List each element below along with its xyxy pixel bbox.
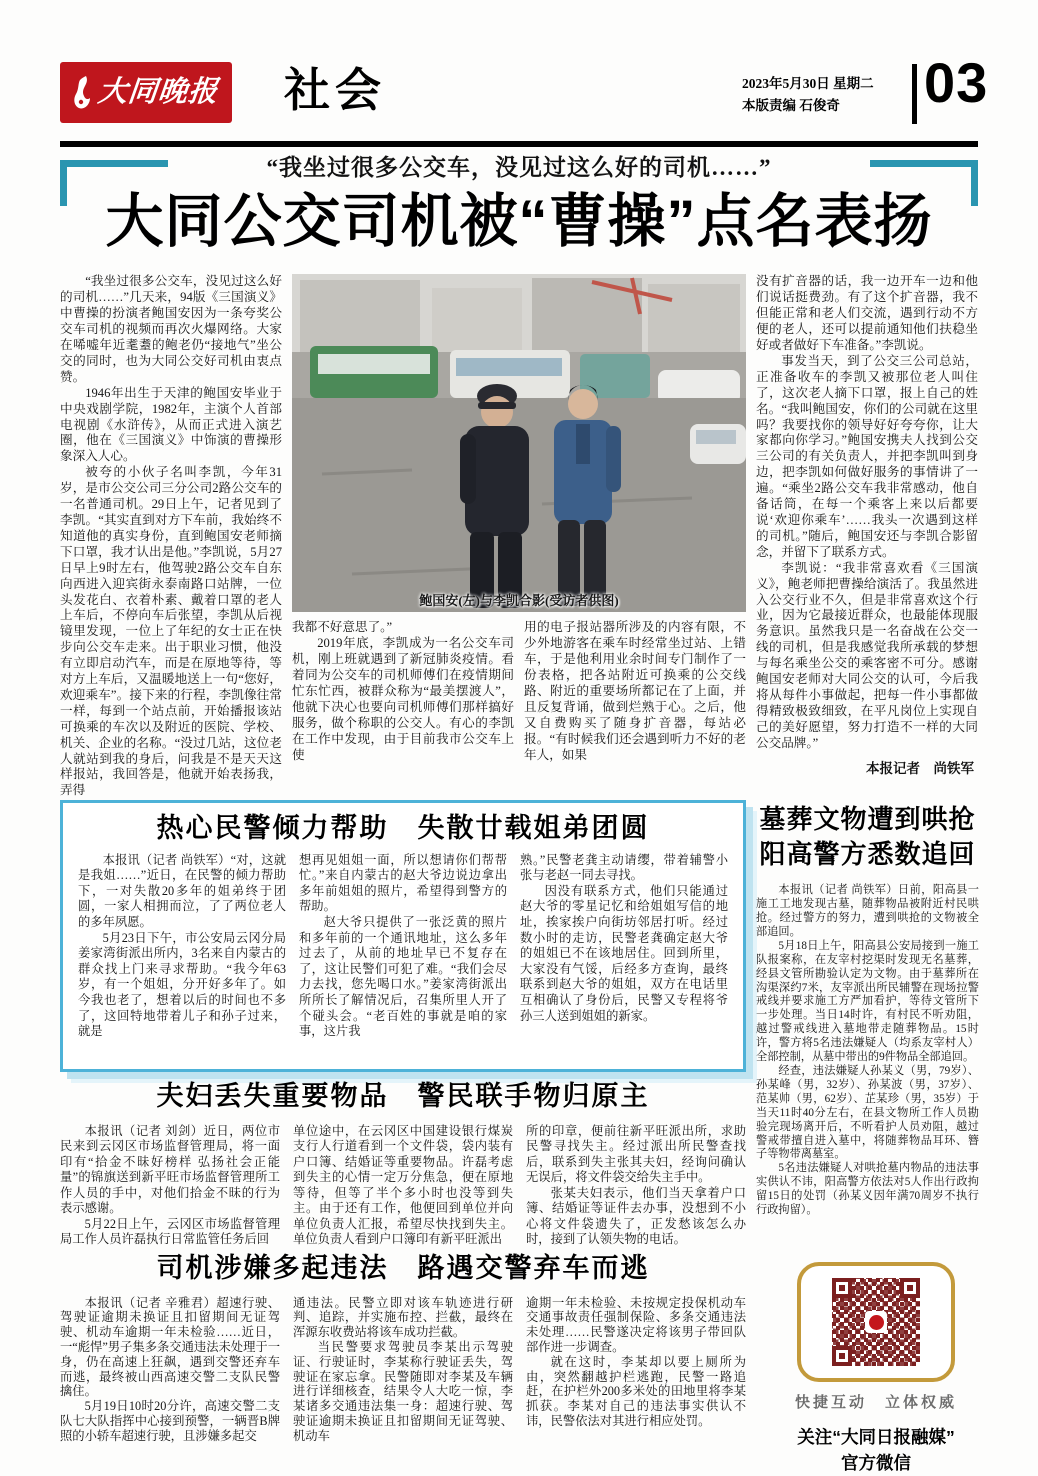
lead-column-1 [60, 274, 282, 799]
wechat-block [776, 1262, 976, 1476]
driver-title: 司机涉嫌多起违法 路遇交警弃车而逃 [156, 1253, 650, 1283]
lostfound-title: 夫妇丢失重要物品 警民联手物归原主 [156, 1081, 650, 1111]
lostfound-column-3 [526, 1124, 746, 1266]
paragraph: 5月22日上午，云冈区市场监督管理局工作人员许磊执行日常监管任务后回 [60, 1216, 280, 1247]
lead-kicker: “我坐过很多公交车，没见过这么好的司机……” [266, 155, 772, 180]
qr-center-logo [865, 1311, 887, 1333]
paragraph: 李凯说：“我非常喜欢看《三国演义》，鲍老师把曹操给演活了。我虽然进入公交行业不久，但是非常喜欢这个行业，因为它最接近群众，也最能体现服务意识。虽然我只是一名奋战在公交一线的司机，但是我感觉我所承载的梦想与每名乘坐公交的乘客密不可分。感谢鲍国安老师对大同公交的认可，今后我将从每件小事做起，把每一件小事都做得精致极致细致，在平凡岗位上实现自己的美好愿望，努力打造不一样的大同公交品牌。” [756, 560, 978, 750]
lead-byline: 本报记者 尚铁军 [866, 760, 974, 776]
paragraph: 本报讯（记者 辛雅君）超速行驶、驾驶证逾期未换证且扣留期间无证驾驶、机动车逾期一年未检验……近日，一“彪悍”男子集多条交通违法未处理于一身，仍在高速上狂飙，遇到交警还弃车而逃，最终被山西高速交警二支队民警擒住。 [60, 1295, 280, 1399]
flame-icon [73, 75, 93, 111]
paragraph: 单位途中，在云冈区中国建设银行煤炭支行人行道看到一个文件袋，袋内装有户口簿、结婚证等重要物品。许磊考虑到失主的心情一定万分焦急，便在原地等待，但等了半个多小时也没等到失主。由于还有工作，他便回到单位并向单位负责人汇报，希望尽快找到失主。单位负责人看到户口簿印有新平旺派出 [293, 1123, 513, 1247]
qr-frame [797, 1262, 955, 1382]
lead-column-3 [524, 620, 746, 763]
paragraph: 5月18日上午，阳高县公安局接到一施工队报案称，在友宰村挖渠时发现无名墓葬，经县文管所勘验认定为文物。由于墓葬所在沟渠深约7米，友宰派出所民辅警在现场拉警戒线并要求施工方严加看护，等待文管所下一步处理。当日14时许，有村民不听劝阻，越过警戒线进入墓地带走随葬物品。15时许，警方将5名违法嫌疑人（均系友宰村人）全部控制，从墓中带出的9件物品全部追回。 [756, 939, 979, 1064]
editor-line: 本版责编 石俊奇 [742, 98, 840, 114]
lead-column-2 [292, 620, 514, 763]
qr-finder-pattern [900, 1278, 920, 1298]
tomb-title-line-2: 阳高警方悉数追回 [759, 839, 976, 870]
paragraph: 本报讯（记者 尚铁军）“对，这就是我姐……”近日，在民警的倾力帮助下，一对失散20多年的姐弟终于团圆，一家人相拥而泣，了了两位老人的多年夙愿。 [78, 852, 286, 930]
paragraph: 我都不好意思了。” [292, 620, 393, 635]
paragraph: “我坐过很多公交车，没见过这么好的司机……”几天来，94版《三国演义》中曹操的扮演者鲍国安因为一条夸奖公交车司机的视频而再次火爆网络。大家在唏嘘年近耄耋的鲍老仍“接地气”坐公交的同时，也为大同公交好司机由衷点赞。 [60, 274, 282, 384]
paragraph: 事发当天，到了公交三公司总站，正准备收车的李凯又被那位老人叫住了，这次老人摘下口罩，报上自己的姓名。“我叫鲍国安，你们的公司就在这里吗？我要找你的领导好好夸夸你，让大家都向你学习。”鲍国安携夫人找到公交三公司的有关负责人，并把李凯叫到身边，把李凯如何做好服务的事情讲了一遍。“乘坐2路公交车我非常感动，他自备话筒，在每一个乘客上来以后都要说‘欢迎你乘车’……我头一次遇到这样的司机。”随后，鲍国安还与李凯合影留念，并留下了联系方式。 [756, 353, 978, 559]
wechat-follow-line-2: 官方微信 [841, 1453, 911, 1474]
lead-column-4 [756, 274, 978, 799]
paragraph: 逾期一年未检验、未按规定投保机动车交通事故责任强制保险、多条交通违法未处理……民警遂决定将该男子带回队部作进一步调查。 [526, 1295, 746, 1355]
paragraph: 被夸的小伙子名叫李凯，今年31岁，是市公交公司三分公司2路公交车的一名普通司机。29日上午，记者见到了李凯。“其实直到对方下车前，我始终不知道他的真实身份，直到鲍国安老师摘下口罩，我才认出是他。”李凯说，5月27日早上9时左右，他驾驶2路公交车自东向西进入迎宾街永泰南路口站牌，一位头发花白、衣着朴素、戴着口罩的老人上车后，不停向车后张望，李凯从后视镜里发现，一位上了年纪的女士正在快步向公交车走来。出于职业习惯，他没有立即启动汽车，而是在原地等待，等对方上车后，又温暖地送上一句“您好，欢迎乘车”。接下来的行程，李凯像往常一样，每到一个站点前，开始播报该站可换乘的车次以及附近的医院、学校、机关、企业的名称。“没过几站，这位老人就站到我的身后，问我是不是天天这样报站，我回答是，他就开始表扬我，弄得 [60, 465, 282, 798]
wechat-tagline: 快捷互动 立体权威 [794, 1394, 957, 1411]
paragraph: 想再见姐姐一面，所以想请你们帮帮忙。”来自内蒙古的赵大爷边说边拿出多年前姐姐的照片，希望得到警方的帮助。 [299, 852, 507, 914]
page-number-divider [912, 64, 917, 124]
corner-bracket-left-vertical [60, 160, 67, 206]
driver-article [60, 1254, 746, 1474]
paragraph: 本报讯（记者 尚铁军）日前，阳高县一施工工地发现古墓，随葬物品被附近村民哄抢。经过警方的努力，遭到哄抢的文物被全部追回。 [756, 884, 979, 938]
lead-article [60, 153, 978, 798]
paragraph: 张某夫妇表示，他们当天拿着户口簿、结婚证等证件去办事，没想到不小心将文件袋遗失了，正发愁该怎么办时，接到了认领失物的电话。 [526, 1185, 746, 1247]
paragraph: 所的印章，便前往新平旺派出所，求助民警寻找失主。经过派出所民警查找后，联系到失主张其夫妇，经询问确认无误后，将文件袋交给失主手中。 [526, 1123, 746, 1185]
tomb-article [756, 802, 979, 1218]
siblings-article [60, 800, 746, 1072]
paragraph: 当民警要求驾驶员李某出示驾驶证、行驶证时，李某称行驶证丢失，驾驶证在家忘拿。民警随即对李某及车辆进行详细核查，结果令人大吃一惊，李某诸多交通违法集一身：超速行驶、驾驶证逾期未换证且扣留期间无证驾驶、机动车 [293, 1340, 513, 1443]
paragraph: 就在这时，李某却以要上厕所为由，突然翻越护栏逃跑，民警一路追赶，在护栏外200多米处的田地里将李某抓获。李某对自己的违法事实供认不讳，民警依法对其进行相应处罚。 [526, 1354, 746, 1429]
wechat-follow [776, 1424, 976, 1476]
paragraph: 经查，违法嫌疑人孙某义（男，79岁）、孙某峰（男，32岁）、孙某波（男，37岁）、范某帅（男，62岁）、芷某珍（男，35岁）于当天11时40分左右，在县文物所工作人员勘验完现场离开后，不听看护人员劝阻，越过警戒带擅自进入墓中，将随葬物品耳环、簪子等物带离墓室。 [756, 1064, 979, 1161]
paragraph: 5名违法嫌疑人对哄抢墓内物品的违法事实供认不讳，阳高警方依法对5人作出行政拘留15日的处罚（孙某义因年满70周岁不执行行政拘留）。 [756, 1162, 979, 1217]
page-number: 03 [924, 51, 989, 114]
paragraph: 通违法。民警立即对该车轨迹进行研判、追踪，并实施布控、拦截，最终在浑源东收费站将该车成功拦截。 [293, 1295, 513, 1340]
news-photo-illustration [292, 274, 746, 612]
paragraph: 赵大爷只提供了一张泛黄的照片和多年前的一个通讯地址，这么多年过去了，从前的地址早已不复存在了，这让民警们可犯了难。“我们会尽力去找，您先喝口水。”姜家湾街派出所所长了解情况后，召集所里人开了个碰头会。“老百姓的事就是咱的家事，这片我 [299, 915, 507, 1039]
qr-finder-pattern [832, 1278, 852, 1298]
qr-code [832, 1278, 920, 1366]
header-rule [60, 141, 978, 147]
siblings-column-3 [520, 853, 728, 1040]
section-title: 社会 [284, 64, 386, 116]
corner-bracket-right-vertical [971, 160, 978, 206]
siblings-column-2 [299, 853, 507, 1040]
corner-bracket-right [870, 160, 978, 167]
paragraph: 本报讯（记者 刘剑）近日，两位市民来到云冈区市场监督管理局，将一面印有“拾金不昧好榜样 弘扬社会正能量”的锦旗送到新平旺市场监督管理所工作人员的手中，对他们拾金不昧的行为表示感谢。 [60, 1123, 280, 1216]
photo-caption: 鲍国安(左)与李凯合影(受访者供图) [419, 592, 619, 608]
paragraph: 2019年底，李凯成为一名公交车司机，刚上班就遇到了新冠肺炎疫情。看着同为公交车的司机师傅们在疫情期间忙东忙西，被群众称为“最美摆渡人”，他就下决心也要向司机师傅们那样搞好服务，做个称职的公交人。有心的李凯在工作中发现，由于目前我市公交车上使 [292, 636, 514, 762]
lostfound-article [60, 1082, 746, 1266]
lostfound-column-2 [293, 1124, 513, 1266]
driver-column-3 [526, 1296, 746, 1474]
paragraph: 1946年出生于天津的鲍国安毕业于中央戏剧学院，1982年，主演个人首部电视剧《水浒传》，从而正式进入演艺圈，他在《三国演义》中饰演的曹操形象深入人心。 [60, 385, 282, 464]
qr-finder-pattern [832, 1346, 852, 1366]
driver-column-1 [60, 1296, 280, 1474]
siblings-column-1 [78, 853, 286, 1040]
paragraph: 5月23日下午，市公安局云冈分局姜家湾街派出所内，3名来自内蒙古的群众找上门来寻求帮助。“我今年63岁，有一个姐姐，分开好多年了。如今我也老了，想着以后的时间也不多了，这回特地带着儿子和孙子过来，就是 [78, 930, 286, 1039]
wechat-follow-line-1: 关注“大同日报融媒” [797, 1427, 955, 1447]
tomb-title [756, 802, 979, 872]
date-block [742, 73, 874, 118]
lostfound-column-1 [60, 1124, 280, 1266]
paragraph: 用的电子报站器所涉及的内容有限，不少外地游客在乘车时经常坐过站、上错车，于是他利用业余时间专门制作了一份表格，把各站附近可换乘的公交线路、附近的重要场所都记在了上面，并且反复背诵，做到烂熟于心。之后，他又自费购买了随身扩音器，每站必报。“有时候我们还会遇到听力不好的老年人，如果 [524, 620, 746, 762]
paragraph: 熟。”民警老龚主动请缨，带着辅警小张与老赵一同去寻找。 [520, 852, 728, 883]
lead-headline: 大同公交司机被“曹操”点名表扬 [105, 188, 933, 254]
brand-text: 大同晚报 [96, 76, 221, 108]
newspaper-logo [60, 62, 232, 123]
driver-column-2 [293, 1296, 513, 1474]
corner-bracket-left [60, 160, 168, 167]
paragraph: 5月19日10时20分许，高速交警二支队七大队指挥中心接到预警，一辆晋B牌照的小轿车超速行驶，且涉嫌多起交 [60, 1399, 280, 1443]
tomb-title-line-1: 墓葬文物遭到哄抢 [759, 804, 976, 834]
date-line: 2023年5月30日 星期二 [742, 76, 874, 91]
paragraph: 没有扩音器的话，我一边开车一边和他们说话挺费劲。有了这个扩音器，我不但能正常和老人们交流，遇到行动不方便的老人，还可以提前通知他们扶稳坐好或者做好下车准备。”李凯说。 [756, 274, 978, 352]
news-photo [292, 274, 746, 612]
paragraph: 因没有联系方式，他们只能通过赵大爷的零星记忆和给姐姐写信的地址，挨家挨户向街坊邻居打听。经过数小时的走访，民警老龚确定赵大爷的姐姐已不在该地居住。回到所里，大家没有气馁，后经多方查询，最终联系到赵大爷的姐姐，双方在电话里互相确认了身份后，民警又专程将爷孙三人送到姐姐的新家。 [520, 883, 728, 1023]
siblings-title: 热心民警倾力帮助 失散廿载姐弟团圆 [156, 813, 650, 843]
